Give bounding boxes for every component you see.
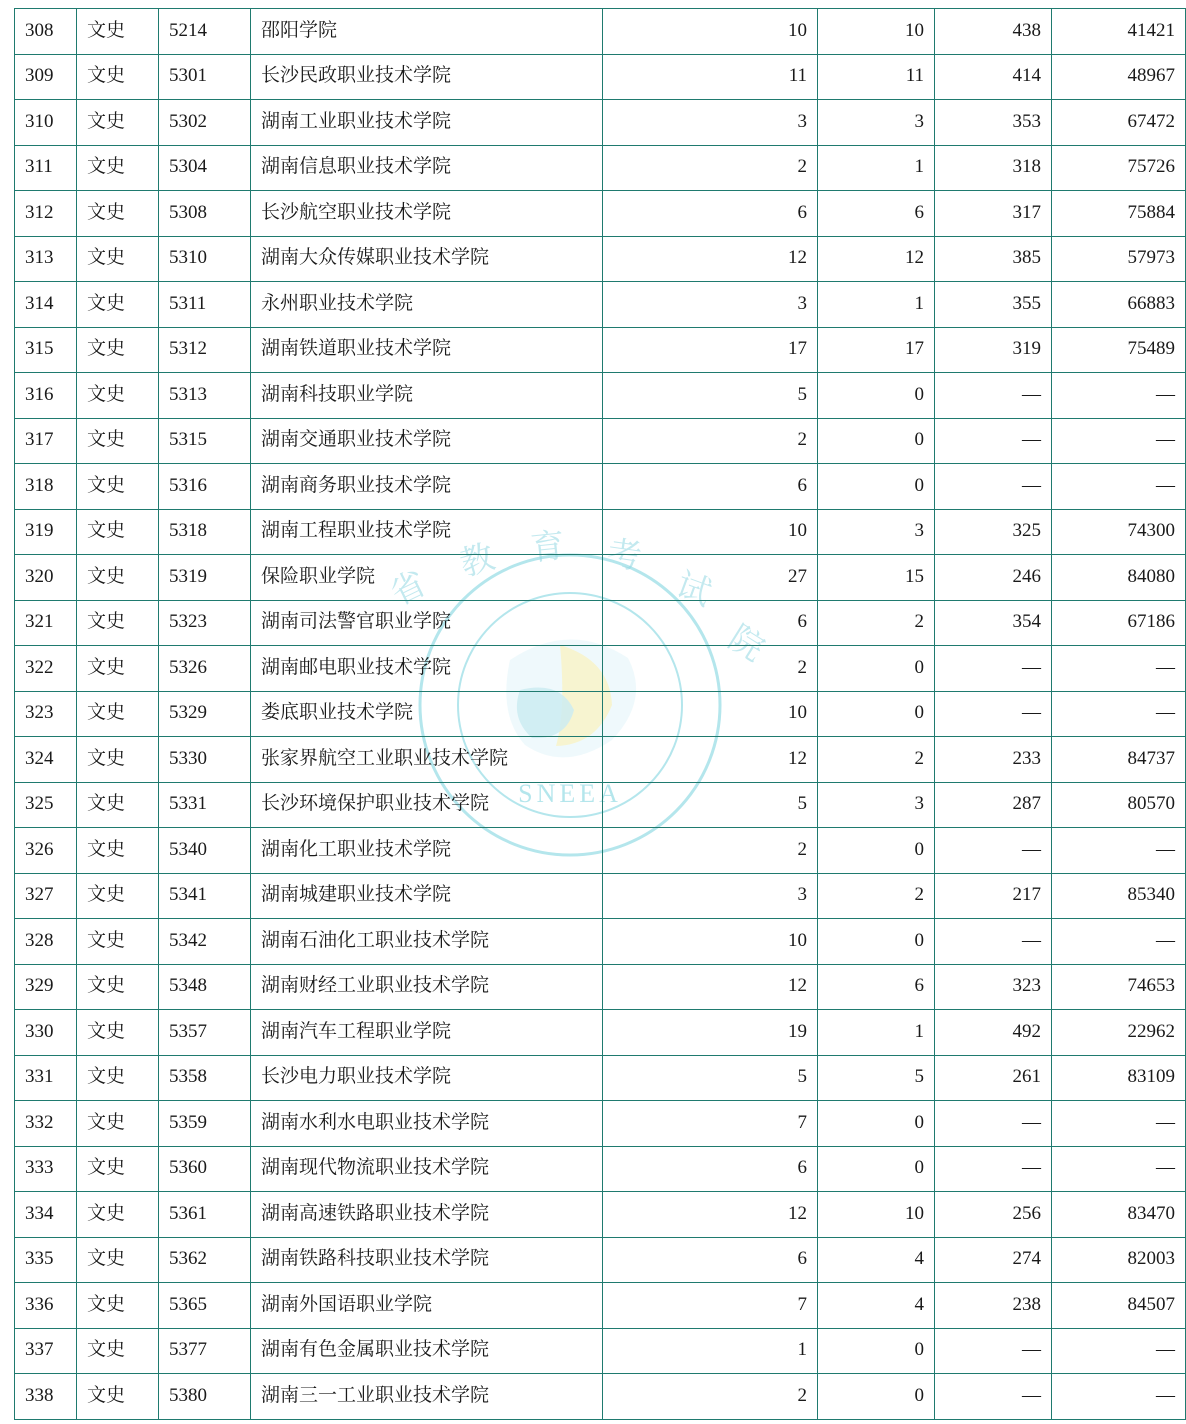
cell-min-rank: 74300	[1052, 509, 1186, 555]
cell-plan: 2	[603, 828, 818, 874]
cell-enroll: 15	[818, 555, 935, 601]
cell-min-score: 233	[935, 737, 1052, 783]
cell-seq: 335	[15, 1237, 77, 1283]
cell-min-rank: 84080	[1052, 555, 1186, 601]
cell-seq: 323	[15, 691, 77, 737]
cell-code: 5365	[159, 1283, 251, 1329]
cell-code: 5331	[159, 782, 251, 828]
cell-enroll: 0	[818, 646, 935, 692]
cell-code: 5357	[159, 1010, 251, 1056]
cell-type: 文史	[77, 1374, 159, 1420]
cell-min-score: 256	[935, 1192, 1052, 1238]
cell-plan: 27	[603, 555, 818, 601]
cell-type: 文史	[77, 1055, 159, 1101]
cell-code: 5326	[159, 646, 251, 692]
cell-min-rank: 84737	[1052, 737, 1186, 783]
cell-min-rank: 80570	[1052, 782, 1186, 828]
cell-min-rank: 66883	[1052, 282, 1186, 328]
cell-min-rank: 22962	[1052, 1010, 1186, 1056]
cell-code: 5319	[159, 555, 251, 601]
cell-seq: 330	[15, 1010, 77, 1056]
cell-min-score: 438	[935, 9, 1052, 55]
cell-min-rank: —	[1052, 1101, 1186, 1147]
cell-enroll: 0	[818, 418, 935, 464]
cell-min-rank: 83109	[1052, 1055, 1186, 1101]
cell-code: 5359	[159, 1101, 251, 1147]
cell-code: 5342	[159, 919, 251, 965]
cell-min-score: 319	[935, 327, 1052, 373]
cell-code: 5348	[159, 964, 251, 1010]
table-row	[15, 691, 1186, 737]
cell-seq: 318	[15, 464, 77, 510]
cell-enroll: 3	[818, 100, 935, 146]
cell-min-rank: —	[1052, 373, 1186, 419]
cell-plan: 2	[603, 1374, 818, 1420]
cell-min-score: —	[935, 1328, 1052, 1374]
cell-min-score: 354	[935, 600, 1052, 646]
cell-type: 文史	[77, 327, 159, 373]
cell-type: 文史	[77, 1010, 159, 1056]
cell-school-name: 湖南邮电职业技术学院	[251, 646, 603, 692]
cell-enroll: 1	[818, 145, 935, 191]
cell-min-rank: 57973	[1052, 236, 1186, 282]
cell-seq: 322	[15, 646, 77, 692]
cell-seq: 311	[15, 145, 77, 191]
table-row	[15, 600, 1186, 646]
cell-enroll: 2	[818, 737, 935, 783]
cell-enroll: 3	[818, 782, 935, 828]
cell-min-rank: 84507	[1052, 1283, 1186, 1329]
cell-school-name: 湖南石油化工职业技术学院	[251, 919, 603, 965]
cell-seq: 312	[15, 191, 77, 237]
cell-plan: 10	[603, 691, 818, 737]
svg-text:教: 教	[456, 538, 499, 584]
cell-school-name: 湖南司法警官职业学院	[251, 600, 603, 646]
cell-plan: 3	[603, 282, 818, 328]
cell-min-score: 274	[935, 1237, 1052, 1283]
cell-type: 文史	[77, 646, 159, 692]
cell-school-name: 湖南交通职业技术学院	[251, 418, 603, 464]
admission-score-table	[14, 8, 1186, 1420]
cell-type: 文史	[77, 509, 159, 555]
cell-type: 文史	[77, 191, 159, 237]
cell-code: 5311	[159, 282, 251, 328]
svg-text:SNEEA: SNEEA	[518, 779, 622, 808]
cell-enroll: 0	[818, 919, 935, 965]
cell-school-name: 湖南商务职业技术学院	[251, 464, 603, 510]
cell-school-name: 湖南财经工业职业技术学院	[251, 964, 603, 1010]
cell-seq: 325	[15, 782, 77, 828]
cell-code: 5310	[159, 236, 251, 282]
cell-code: 5214	[159, 9, 251, 55]
cell-school-name: 湖南有色金属职业技术学院	[251, 1328, 603, 1374]
cell-min-rank: —	[1052, 646, 1186, 692]
cell-seq: 329	[15, 964, 77, 1010]
cell-plan: 10	[603, 509, 818, 555]
cell-code: 5323	[159, 600, 251, 646]
cell-min-score: 317	[935, 191, 1052, 237]
cell-school-name: 湖南化工职业技术学院	[251, 828, 603, 874]
cell-seq: 332	[15, 1101, 77, 1147]
cell-code: 5312	[159, 327, 251, 373]
cell-enroll: 0	[818, 1101, 935, 1147]
cell-plan: 6	[603, 464, 818, 510]
cell-seq: 320	[15, 555, 77, 601]
cell-plan: 12	[603, 236, 818, 282]
cell-enroll: 10	[818, 1192, 935, 1238]
cell-enroll: 6	[818, 191, 935, 237]
cell-seq: 337	[15, 1328, 77, 1374]
cell-enroll: 11	[818, 54, 935, 100]
cell-min-score: 246	[935, 555, 1052, 601]
cell-min-rank: 75726	[1052, 145, 1186, 191]
cell-code: 5304	[159, 145, 251, 191]
cell-seq: 338	[15, 1374, 77, 1420]
table-row	[15, 1192, 1186, 1238]
cell-school-name: 长沙民政职业技术学院	[251, 54, 603, 100]
table-body	[15, 9, 1186, 1420]
cell-seq: 324	[15, 737, 77, 783]
table-row	[15, 54, 1186, 100]
cell-enroll: 1	[818, 282, 935, 328]
cell-type: 文史	[77, 9, 159, 55]
cell-type: 文史	[77, 100, 159, 146]
cell-min-score: —	[935, 373, 1052, 419]
cell-plan: 6	[603, 1237, 818, 1283]
cell-min-score: —	[935, 828, 1052, 874]
cell-school-name: 娄底职业技术学院	[251, 691, 603, 737]
cell-enroll: 17	[818, 327, 935, 373]
cell-school-name: 保险职业学院	[251, 555, 603, 601]
cell-plan: 19	[603, 1010, 818, 1056]
cell-plan: 7	[603, 1101, 818, 1147]
cell-plan: 3	[603, 873, 818, 919]
cell-type: 文史	[77, 236, 159, 282]
cell-school-name: 湖南铁路科技职业技术学院	[251, 1237, 603, 1283]
cell-school-name: 湖南工业职业技术学院	[251, 100, 603, 146]
cell-plan: 6	[603, 191, 818, 237]
cell-min-score: 325	[935, 509, 1052, 555]
cell-code: 5361	[159, 1192, 251, 1238]
cell-type: 文史	[77, 782, 159, 828]
cell-min-rank: 75489	[1052, 327, 1186, 373]
cell-type: 文史	[77, 1146, 159, 1192]
cell-plan: 7	[603, 1283, 818, 1329]
table-row	[15, 327, 1186, 373]
cell-min-rank: 41421	[1052, 9, 1186, 55]
cell-type: 文史	[77, 373, 159, 419]
cell-min-score: —	[935, 418, 1052, 464]
cell-min-rank: —	[1052, 1328, 1186, 1374]
cell-school-name: 湖南大众传媒职业技术学院	[251, 236, 603, 282]
cell-enroll: 0	[818, 828, 935, 874]
cell-code: 5316	[159, 464, 251, 510]
cell-min-rank: 67472	[1052, 100, 1186, 146]
cell-seq: 315	[15, 327, 77, 373]
svg-text:省: 省	[385, 565, 433, 614]
cell-school-name: 永州职业技术学院	[251, 282, 603, 328]
table-row	[15, 828, 1186, 874]
table-row	[15, 373, 1186, 419]
cell-plan: 5	[603, 373, 818, 419]
cell-plan: 2	[603, 145, 818, 191]
svg-text:试: 试	[671, 566, 716, 614]
table-row	[15, 555, 1186, 601]
cell-code: 5377	[159, 1328, 251, 1374]
cell-type: 文史	[77, 691, 159, 737]
cell-min-rank: 75884	[1052, 191, 1186, 237]
svg-text:考: 考	[604, 535, 644, 577]
table-row	[15, 646, 1186, 692]
table-row	[15, 1146, 1186, 1192]
cell-min-score: 492	[935, 1010, 1052, 1056]
cell-min-rank: —	[1052, 691, 1186, 737]
cell-school-name: 长沙电力职业技术学院	[251, 1055, 603, 1101]
cell-min-score: —	[935, 464, 1052, 510]
cell-type: 文史	[77, 282, 159, 328]
cell-code: 5380	[159, 1374, 251, 1420]
cell-school-name: 湖南信息职业技术学院	[251, 145, 603, 191]
cell-min-score: —	[935, 646, 1052, 692]
cell-type: 文史	[77, 555, 159, 601]
table-row	[15, 418, 1186, 464]
cell-seq: 326	[15, 828, 77, 874]
cell-min-rank: 67186	[1052, 600, 1186, 646]
table-row	[15, 282, 1186, 328]
cell-seq: 313	[15, 236, 77, 282]
cell-school-name: 湖南三一工业职业技术学院	[251, 1374, 603, 1420]
cell-code: 5301	[159, 54, 251, 100]
table-row	[15, 145, 1186, 191]
cell-min-score: 217	[935, 873, 1052, 919]
table-row	[15, 964, 1186, 1010]
cell-plan: 6	[603, 1146, 818, 1192]
cell-code: 5318	[159, 509, 251, 555]
cell-school-name: 湖南城建职业技术学院	[251, 873, 603, 919]
cell-seq: 317	[15, 418, 77, 464]
cell-min-rank: 48967	[1052, 54, 1186, 100]
table-row	[15, 236, 1186, 282]
cell-enroll: 4	[818, 1283, 935, 1329]
cell-type: 文史	[77, 919, 159, 965]
cell-enroll: 4	[818, 1237, 935, 1283]
table-row	[15, 191, 1186, 237]
cell-min-rank: —	[1052, 418, 1186, 464]
cell-school-name: 邵阳学院	[251, 9, 603, 55]
cell-min-rank: —	[1052, 828, 1186, 874]
cell-plan: 3	[603, 100, 818, 146]
svg-text:育: 育	[528, 527, 567, 568]
cell-seq: 321	[15, 600, 77, 646]
cell-min-rank: —	[1052, 1374, 1186, 1420]
cell-plan: 2	[603, 646, 818, 692]
table-row	[15, 509, 1186, 555]
cell-seq: 310	[15, 100, 77, 146]
cell-min-score: —	[935, 1146, 1052, 1192]
cell-min-rank: 82003	[1052, 1237, 1186, 1283]
cell-enroll: 5	[818, 1055, 935, 1101]
cell-min-score: 261	[935, 1055, 1052, 1101]
cell-school-name: 湖南现代物流职业技术学院	[251, 1146, 603, 1192]
cell-school-name: 湖南工程职业技术学院	[251, 509, 603, 555]
cell-plan: 12	[603, 1192, 818, 1238]
cell-seq: 334	[15, 1192, 77, 1238]
table-row	[15, 782, 1186, 828]
cell-school-name: 长沙环境保护职业技术学院	[251, 782, 603, 828]
cell-min-score: 323	[935, 964, 1052, 1010]
cell-plan: 11	[603, 54, 818, 100]
cell-min-score: 353	[935, 100, 1052, 146]
cell-min-rank: 85340	[1052, 873, 1186, 919]
table-row	[15, 9, 1186, 55]
cell-seq: 336	[15, 1283, 77, 1329]
cell-min-score: 414	[935, 54, 1052, 100]
cell-min-score: 287	[935, 782, 1052, 828]
cell-min-score: —	[935, 1101, 1052, 1147]
cell-plan: 6	[603, 600, 818, 646]
table-row	[15, 464, 1186, 510]
cell-school-name: 湖南科技职业学院	[251, 373, 603, 419]
cell-seq: 331	[15, 1055, 77, 1101]
cell-school-name: 张家界航空工业职业技术学院	[251, 737, 603, 783]
cell-plan: 5	[603, 1055, 818, 1101]
cell-type: 文史	[77, 145, 159, 191]
cell-seq: 309	[15, 54, 77, 100]
table-row	[15, 1237, 1186, 1283]
cell-school-name: 湖南外国语职业学院	[251, 1283, 603, 1329]
cell-min-score: 238	[935, 1283, 1052, 1329]
cell-type: 文史	[77, 828, 159, 874]
cell-min-score: 318	[935, 145, 1052, 191]
cell-enroll: 2	[818, 600, 935, 646]
cell-seq: 327	[15, 873, 77, 919]
cell-type: 文史	[77, 600, 159, 646]
cell-min-score: —	[935, 691, 1052, 737]
cell-seq: 319	[15, 509, 77, 555]
cell-min-score: 385	[935, 236, 1052, 282]
cell-code: 5340	[159, 828, 251, 874]
cell-enroll: 0	[818, 691, 935, 737]
cell-min-rank: —	[1052, 1146, 1186, 1192]
cell-plan: 10	[603, 9, 818, 55]
cell-enroll: 12	[818, 236, 935, 282]
cell-plan: 2	[603, 418, 818, 464]
cell-type: 文史	[77, 418, 159, 464]
cell-type: 文史	[77, 1237, 159, 1283]
cell-type: 文史	[77, 1192, 159, 1238]
cell-enroll: 10	[818, 9, 935, 55]
cell-enroll: 0	[818, 1146, 935, 1192]
cell-code: 5329	[159, 691, 251, 737]
cell-type: 文史	[77, 737, 159, 783]
table-row	[15, 873, 1186, 919]
cell-min-rank: —	[1052, 919, 1186, 965]
cell-min-rank: —	[1052, 464, 1186, 510]
cell-seq: 328	[15, 919, 77, 965]
cell-seq: 314	[15, 282, 77, 328]
cell-enroll: 3	[818, 509, 935, 555]
table-row	[15, 1055, 1186, 1101]
cell-plan: 1	[603, 1328, 818, 1374]
cell-enroll: 0	[818, 373, 935, 419]
table-row	[15, 1101, 1186, 1147]
cell-code: 5330	[159, 737, 251, 783]
cell-school-name: 湖南铁道职业技术学院	[251, 327, 603, 373]
cell-code: 5308	[159, 191, 251, 237]
table-row	[15, 1328, 1186, 1374]
cell-code: 5358	[159, 1055, 251, 1101]
table-row	[15, 100, 1186, 146]
cell-enroll: 2	[818, 873, 935, 919]
cell-seq: 316	[15, 373, 77, 419]
cell-type: 文史	[77, 464, 159, 510]
cell-enroll: 1	[818, 1010, 935, 1056]
table-row	[15, 1283, 1186, 1329]
cell-type: 文史	[77, 964, 159, 1010]
cell-school-name: 湖南高速铁路职业技术学院	[251, 1192, 603, 1238]
cell-code: 5302	[159, 100, 251, 146]
cell-plan: 5	[603, 782, 818, 828]
table-row	[15, 1010, 1186, 1056]
cell-type: 文史	[77, 873, 159, 919]
cell-code: 5341	[159, 873, 251, 919]
cell-enroll: 0	[818, 1374, 935, 1420]
cell-plan: 17	[603, 327, 818, 373]
svg-text:院: 院	[721, 619, 771, 669]
table-row	[15, 919, 1186, 965]
cell-type: 文史	[77, 54, 159, 100]
cell-enroll: 6	[818, 964, 935, 1010]
cell-enroll: 0	[818, 1328, 935, 1374]
cell-type: 文史	[77, 1328, 159, 1374]
cell-min-score: 355	[935, 282, 1052, 328]
cell-type: 文史	[77, 1283, 159, 1329]
cell-enroll: 0	[818, 464, 935, 510]
cell-min-score: —	[935, 1374, 1052, 1420]
cell-seq: 308	[15, 9, 77, 55]
cell-school-name: 湖南汽车工程职业学院	[251, 1010, 603, 1056]
cell-code: 5315	[159, 418, 251, 464]
cell-plan: 12	[603, 737, 818, 783]
cell-min-rank: 83470	[1052, 1192, 1186, 1238]
cell-code: 5362	[159, 1237, 251, 1283]
table-row	[15, 1374, 1186, 1420]
cell-type: 文史	[77, 1101, 159, 1147]
cell-code: 5313	[159, 373, 251, 419]
cell-plan: 10	[603, 919, 818, 965]
cell-school-name: 湖南水利水电职业技术学院	[251, 1101, 603, 1147]
cell-min-score: —	[935, 919, 1052, 965]
cell-seq: 333	[15, 1146, 77, 1192]
cell-school-name: 长沙航空职业技术学院	[251, 191, 603, 237]
cell-plan: 12	[603, 964, 818, 1010]
cell-min-rank: 74653	[1052, 964, 1186, 1010]
table-row	[15, 737, 1186, 783]
cell-code: 5360	[159, 1146, 251, 1192]
